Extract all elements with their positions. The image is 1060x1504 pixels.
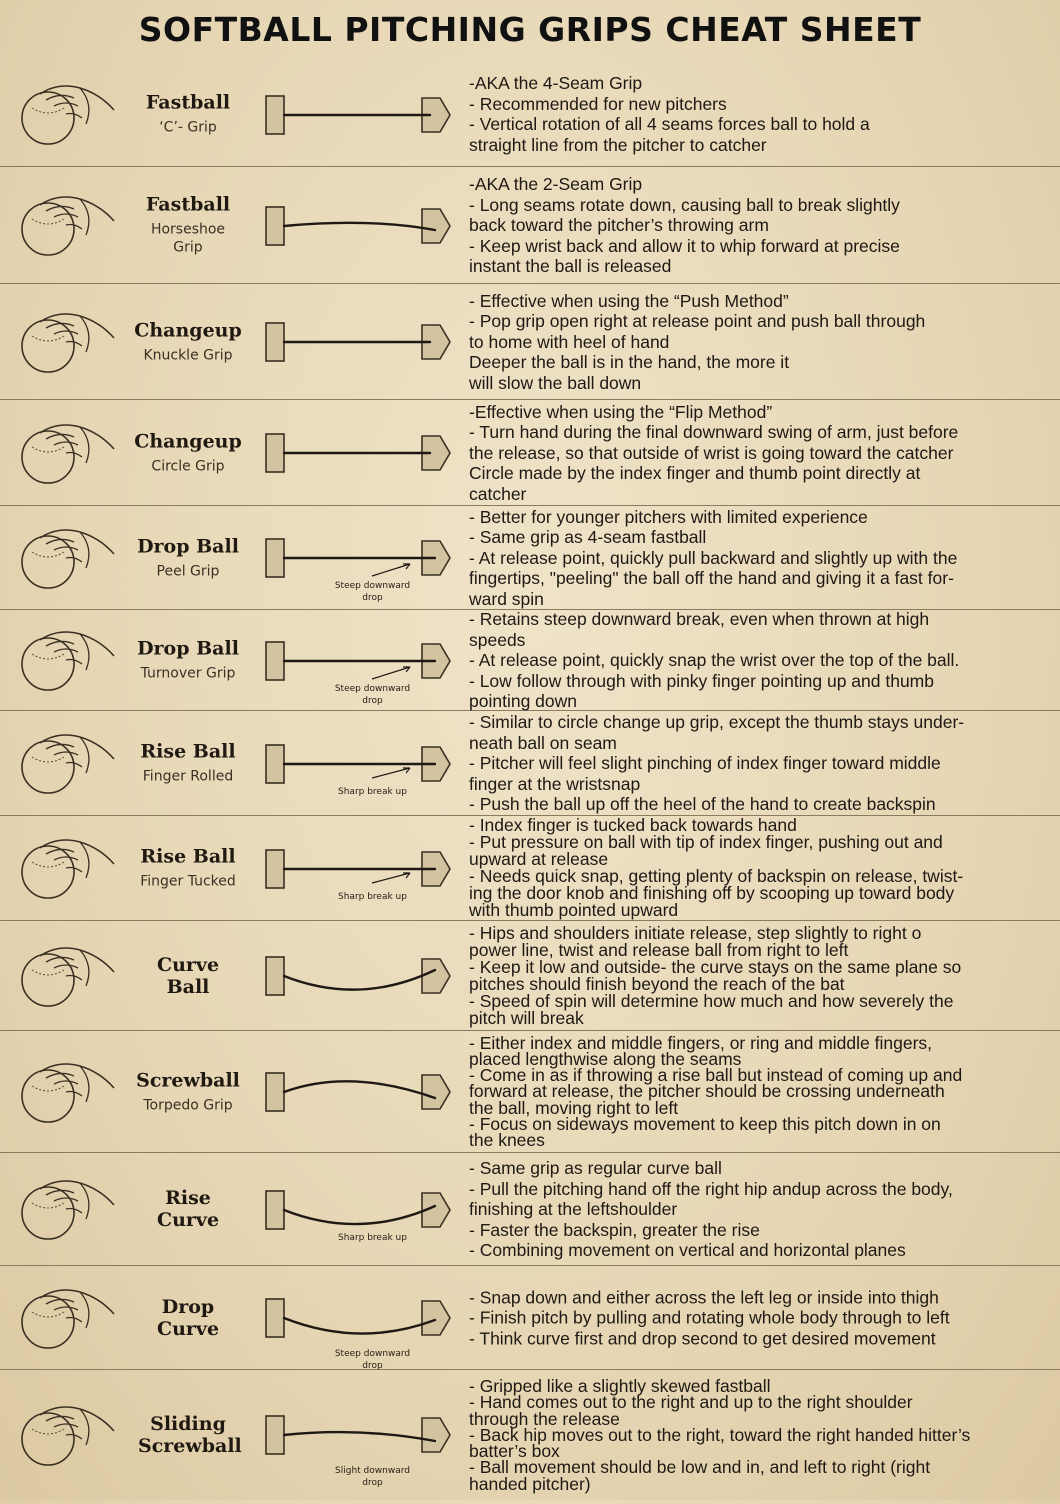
description-line: to home with heel of hand: [469, 331, 670, 352]
pitch-description: [469, 817, 1054, 919]
description-line: upward at release: [469, 849, 609, 869]
grip-name: Turnover Grip: [140, 665, 236, 682]
pitch-name-block: [118, 319, 258, 364]
pitch-name: Rise Curve: [156, 1187, 220, 1231]
description-line: - Either index and middle fingers, or ring and middle fingers,: [469, 1032, 933, 1053]
description-line: - Recommended for new pitchers: [469, 93, 727, 114]
pitch-description: [469, 1032, 1054, 1151]
hand-grip-illustration: [10, 936, 118, 1016]
pitch-description: [469, 401, 1054, 504]
pitch-row: [0, 711, 1060, 816]
hand-grip-illustration: [10, 413, 118, 493]
pitch-trajectory-diagram: [260, 62, 470, 167]
description-line: - Needs quick snap, getting plenty of backspin on release, twist-: [469, 866, 964, 886]
pitch-name: Sliding Screwball: [138, 1413, 242, 1457]
description-line: - Turn hand during the final downward swing of arm, just before: [469, 421, 959, 442]
hand-grip-illustration: [10, 1278, 118, 1358]
pitch-name-block: [118, 1413, 258, 1457]
description-line: - Pitcher will feel slight pinching of index finger toward middle: [469, 752, 941, 773]
description-line: neath ball on seam: [469, 732, 617, 753]
description-line: - Put pressure on ball with tip of index finger, pushing out and: [469, 832, 943, 852]
description-line: finger at the wristsnap: [469, 773, 641, 794]
hand-grip-icon: [10, 828, 118, 908]
pitch-name-block: [118, 846, 258, 891]
description-line: - Low follow through with pinky finger pointing up and thumb: [469, 670, 934, 691]
pitch-description: [469, 1158, 1054, 1261]
hand-grip-icon: [10, 518, 118, 598]
trajectory-note: Steep downward drop: [334, 684, 411, 706]
description-line: - Hand comes out to the right and up to the right shoulder: [469, 1392, 913, 1413]
description-line: instant the ball is released: [469, 255, 672, 276]
description-line: - Come in as if throwing a rise ball but instead of coming up and: [469, 1065, 963, 1086]
pitch-description: [469, 712, 1054, 815]
pitch-name-block: [118, 638, 258, 683]
description-line: straight line from the pitcher to catcher: [469, 134, 767, 155]
hand-grip-icon: [10, 1052, 118, 1132]
pitch-name-block: [118, 535, 258, 580]
description-line: - Snap down and either across the left leg or inside into thigh: [469, 1286, 939, 1307]
pitch-row: [0, 62, 1060, 167]
trajectory: [260, 711, 470, 815]
trajectory: [260, 1266, 470, 1369]
grip-name: Circle Grip: [151, 458, 225, 474]
description-line: - Same grip as regular curve ball: [469, 1157, 722, 1178]
description-line: forward at release, the pitcher should be crossing underneath: [469, 1081, 945, 1102]
pitch-row: [0, 506, 1060, 610]
hand-grip-illustration: [10, 518, 118, 598]
description-line: - Pop grip open right at release point and push ball through: [469, 310, 926, 331]
description-line: - Better for younger pitchers with limited experience: [469, 506, 868, 527]
grip-name: ‘C’- Grip: [159, 119, 217, 136]
description-line: - Vertical rotation of all 4 seams forces ball to hold a: [469, 114, 870, 134]
description-line: - Pull the pitching hand off the right hip andup across the body,: [469, 1178, 953, 1199]
description-line: - Back hip moves out to the right, toward the right handed hitter’s: [469, 1424, 971, 1445]
trajectory-note: Sharp break up: [338, 892, 407, 902]
pitch-row: [0, 921, 1060, 1031]
description-line: the knees: [469, 1130, 545, 1151]
pitch-name-block: [118, 741, 258, 786]
pitch-name: Changeup: [134, 430, 242, 452]
hand-grip-illustration: [10, 620, 118, 700]
hand-grip-icon: [10, 74, 118, 154]
grip-name: Finger Rolled: [142, 768, 234, 785]
trajectory-note: Sharp break up: [338, 787, 407, 797]
trajectory-note: Steep downward drop: [334, 1349, 411, 1371]
description-line: - Long seams rotate down, causing ball to break slightly: [469, 194, 900, 215]
pitch-description: [469, 1287, 1054, 1349]
hand-grip-icon: [10, 185, 118, 265]
description-line: pointing down: [469, 690, 577, 711]
grip-name: Horseshoe Grip: [150, 221, 226, 256]
hand-grip-illustration: [10, 1052, 118, 1132]
hand-grip-illustration: [10, 1395, 118, 1475]
pitch-name-block: [118, 1187, 258, 1231]
trajectory: [260, 816, 470, 920]
hand-grip-illustration: [10, 828, 118, 908]
pitch-name: Screwball: [136, 1069, 240, 1091]
trajectory: [260, 62, 470, 166]
description-line: - Think curve first and drop second to get desired movement: [469, 1327, 936, 1348]
description-line: - Ball movement should be low and in, and left to right (right: [469, 1457, 931, 1478]
pitch-name: Fastball: [145, 91, 231, 114]
pitch-row: [0, 1370, 1060, 1500]
description-line: Deeper the ball is in the hand, the more it: [469, 351, 790, 372]
description-line: catcher: [469, 483, 527, 504]
pitch-description: [469, 73, 1054, 155]
grip-name: Torpedo Grip: [143, 1097, 233, 1113]
description-line: - Focus on sideways movement to keep this pitch down in on: [469, 1113, 941, 1134]
hand-grip-icon: [10, 1395, 118, 1475]
pitch-row: [0, 610, 1060, 711]
pitch-name: Rise Ball: [140, 845, 236, 868]
description-line: batter’s box: [469, 1441, 560, 1462]
description-line: - Finish pitch by pulling and rotating whole body through to left: [469, 1307, 950, 1328]
pitch-name-block: [118, 430, 258, 475]
pitch-trajectory-diagram: [260, 711, 470, 816]
hand-grip-icon: [10, 413, 118, 493]
hand-grip-illustration: [10, 74, 118, 154]
description-line: - Faster the backspin, greater the rise: [469, 1219, 760, 1240]
hand-grip-icon: [10, 620, 118, 700]
trajectory: [260, 284, 470, 399]
pitch-row: [0, 400, 1060, 506]
pitch-trajectory-diagram: [260, 284, 470, 400]
description-line: - Same grip as 4-seam fastball: [469, 526, 707, 547]
description-line: - Index finger is tucked back towards hand: [469, 815, 797, 835]
pitch-name-block: [118, 954, 258, 998]
description-line: -AKA the 2-Seam Grip: [469, 173, 643, 194]
pitch-row: [0, 1031, 1060, 1153]
description-line: - Combining movement on vertical and horizontal planes: [469, 1239, 906, 1260]
description-line: - Retains steep downward break, even when thrown at high: [469, 608, 930, 629]
grip-name: Peel Grip: [156, 563, 220, 579]
trajectory: [260, 167, 470, 283]
pitch-description: [469, 1375, 1054, 1494]
pitch-trajectory-diagram: [260, 400, 470, 506]
pitch-name: Drop Ball: [137, 637, 239, 660]
pitch-trajectory-diagram: [260, 1153, 470, 1266]
pitch-trajectory-diagram: [260, 167, 470, 284]
description-line: - Hips and shoulders initiate release, step slightly to right o: [469, 922, 922, 943]
pitch-name: Drop Ball: [137, 535, 239, 557]
pitch-row: [0, 816, 1060, 921]
description-line: back toward the pitcher’s throwing arm: [469, 214, 769, 235]
description-line: will slow the ball down: [469, 372, 642, 393]
description-line: - Keep wrist back and allow it to whip forward at precise: [469, 235, 900, 256]
pitch-name-block: [118, 1069, 258, 1114]
description-line: pitches should finish beyond the reach of the bat: [469, 973, 845, 994]
pitch-description: [469, 609, 1054, 712]
description-line: finishing at the leftshoulder: [469, 1198, 678, 1219]
description-line: -Effective when using the “Flip Method”: [469, 401, 773, 422]
description-line: -AKA the 4-Seam Grip: [469, 73, 643, 93]
pitch-name: Fastball: [145, 193, 231, 216]
pitch-trajectory-diagram: [260, 921, 470, 1031]
pitch-name: Curve Ball: [156, 953, 220, 998]
trajectory: [260, 400, 470, 505]
description-line: - Speed of spin will determine how much and how severely the: [469, 990, 954, 1011]
description-line: - Gripped like a slightly skewed fastball: [469, 1375, 771, 1396]
description-line: - At release point, quickly pull backward and slightly up with the: [469, 547, 958, 568]
pitch-name: Drop Curve: [156, 1295, 220, 1340]
hand-grip-illustration: [10, 723, 118, 803]
description-line: the release, so that outside of wrist is going toward the catcher: [469, 442, 954, 463]
pitch-name: Changeup: [134, 319, 242, 341]
description-line: with thumb pointed upward: [469, 900, 679, 920]
trajectory-note: Steep downward drop: [334, 581, 411, 603]
pitch-description: [469, 290, 1054, 393]
trajectory: [260, 1153, 470, 1265]
trajectory: [260, 1370, 470, 1500]
trajectory: [260, 1031, 470, 1152]
trajectory: [260, 921, 470, 1030]
description-line: - Keep it low and outside- the curve stays on the same plane so: [469, 956, 962, 977]
description-line: the ball, moving right to left: [469, 1097, 679, 1118]
description-line: - Push the ball up off the heel of the hand to create backspin: [469, 793, 936, 814]
pitch-description: [469, 506, 1054, 609]
page-title: SOFTBALL PITCHING GRIPS CHEAT SHEET: [138, 10, 922, 49]
hand-grip-icon: [10, 723, 118, 803]
pitch-name-block: [118, 194, 258, 257]
description-line: power line, twist and release ball from right to left: [469, 939, 849, 960]
pitch-name-block: [118, 1296, 258, 1340]
description-line: placed lengthwise along the seams: [469, 1048, 742, 1069]
pitch-description: [469, 922, 1054, 1028]
hand-grip-icon: [10, 1169, 118, 1249]
description-line: fingertips, "peeling" the ball off the hand and giving it a fast for-: [469, 567, 954, 588]
hand-grip-icon: [10, 936, 118, 1016]
hand-grip-illustration: [10, 1169, 118, 1249]
pitch-row: [0, 1153, 1060, 1266]
description-line: - At release point, quickly snap the wrist over the top of the ball.: [469, 649, 960, 670]
description-line: Circle made by the index finger and thumb point directly at: [469, 462, 921, 483]
description-line: pitch will break: [469, 1007, 584, 1028]
trajectory: [260, 506, 470, 609]
hand-grip-icon: [10, 1278, 118, 1358]
description-line: - Effective when using the “Push Method”: [469, 290, 789, 311]
pitch-trajectory-diagram: [260, 1031, 470, 1153]
pitch-trajectory-diagram: [260, 816, 470, 921]
description-line: ing the door knob and finishing off by scooping up toward body: [469, 883, 955, 903]
hand-grip-icon: [10, 302, 118, 382]
pitch-row: [0, 284, 1060, 400]
pitch-name: Rise Ball: [140, 740, 236, 763]
pitch-name-block: [118, 92, 258, 137]
description-line: - Similar to circle change up grip, except the thumb stays under-: [469, 711, 965, 732]
grip-name: Knuckle Grip: [143, 347, 233, 363]
trajectory-note: Sharp break up: [338, 1233, 407, 1243]
pitch-row: [0, 1266, 1060, 1370]
trajectory: [260, 610, 470, 710]
grip-name: Finger Tucked: [140, 873, 236, 890]
description-line: ward spin: [469, 588, 544, 609]
pitch-row: [0, 167, 1060, 284]
hand-grip-illustration: [10, 302, 118, 382]
pitch-description: [469, 174, 1054, 277]
trajectory-note: Slight downward drop: [335, 1466, 410, 1488]
description-line: handed pitcher): [469, 1473, 591, 1494]
hand-grip-illustration: [10, 185, 118, 265]
description-line: through the release: [469, 1408, 620, 1429]
description-line: speeds: [469, 629, 526, 650]
